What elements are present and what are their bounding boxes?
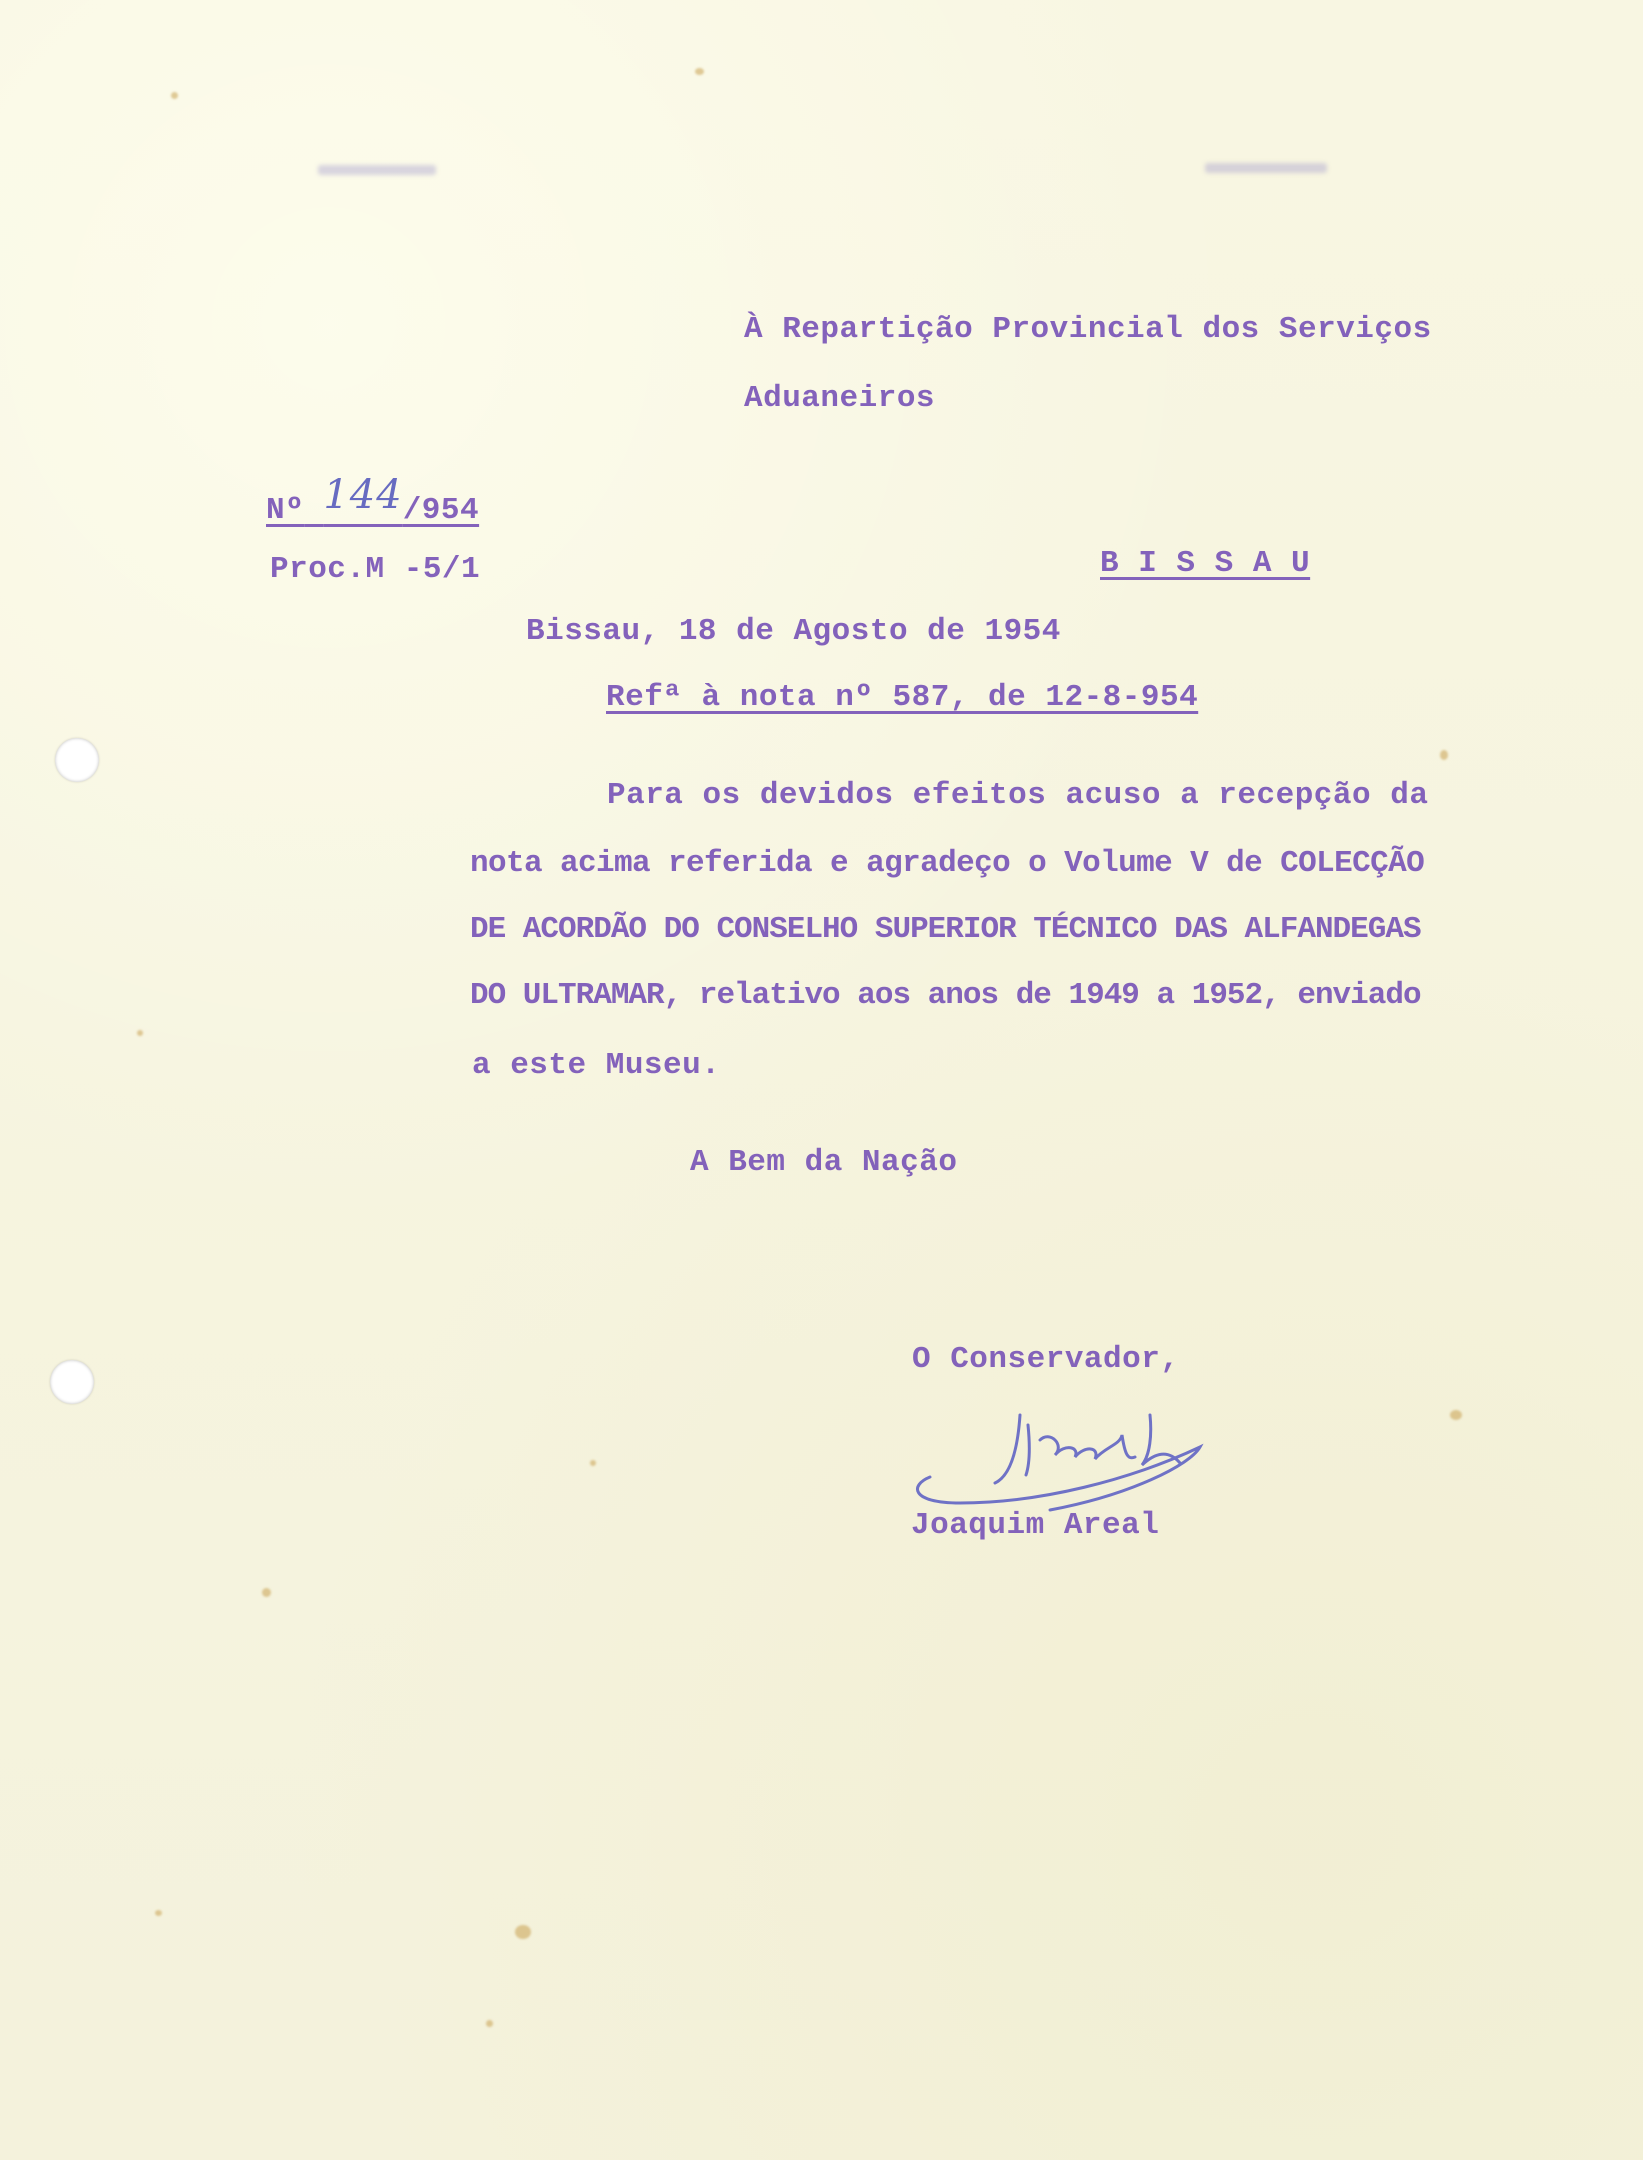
body-line-3: DE ACORDÃO DO CONSELHO SUPERIOR TÉCNICO DAS ALFANDEGAS [470,912,1421,947]
recipient-line-1: À Repartição Provincial dos Serviços [744,312,1432,347]
age-spot [262,1588,271,1597]
body-line-4: DO ULTRAMAR, relativo aos anos de 1949 a 1952, enviado [470,978,1421,1013]
age-spot [486,2020,493,2027]
signer-name: Joaquim Areal [911,1508,1160,1543]
number-prefix: Nº [266,493,305,528]
body-line-2: nota acima referida e agradeço o Volume V de COLECÇÃO [470,846,1425,881]
body-line-1: Para os devidos efeitos acuso a recepção da [607,778,1429,813]
age-spot [1450,1410,1462,1420]
process-reference: Proc.M -5/1 [270,552,481,587]
reference-line: Refª à nota nº 587, de 12-8-954 [606,680,1199,715]
age-spot [171,92,178,99]
destination-city: B I S S A U [1100,546,1311,581]
ink-smudge-left [318,165,436,175]
handwritten-number: 144 [323,472,403,518]
closing-salutation: A Bem da Nação [690,1145,958,1180]
number-year: /954 [402,493,480,528]
punch-hole-top [55,738,99,782]
date-line: Bissau, 18 de Agosto de 1954 [526,614,1061,649]
punch-hole-bottom [50,1360,94,1404]
recipient-line-2: Aduaneiros [744,381,936,416]
body-line-5: a este Museu. [472,1048,721,1083]
age-spot [695,68,704,75]
ink-smudge-right [1205,163,1327,173]
age-spot [137,1030,143,1036]
signature-scribble [900,1385,1220,1525]
age-spot [515,1925,531,1939]
age-spot [590,1460,596,1466]
signer-title: O Conservador, [912,1342,1180,1377]
age-spot [155,1910,162,1916]
age-spot [1440,750,1448,760]
document-number [266,472,480,528]
